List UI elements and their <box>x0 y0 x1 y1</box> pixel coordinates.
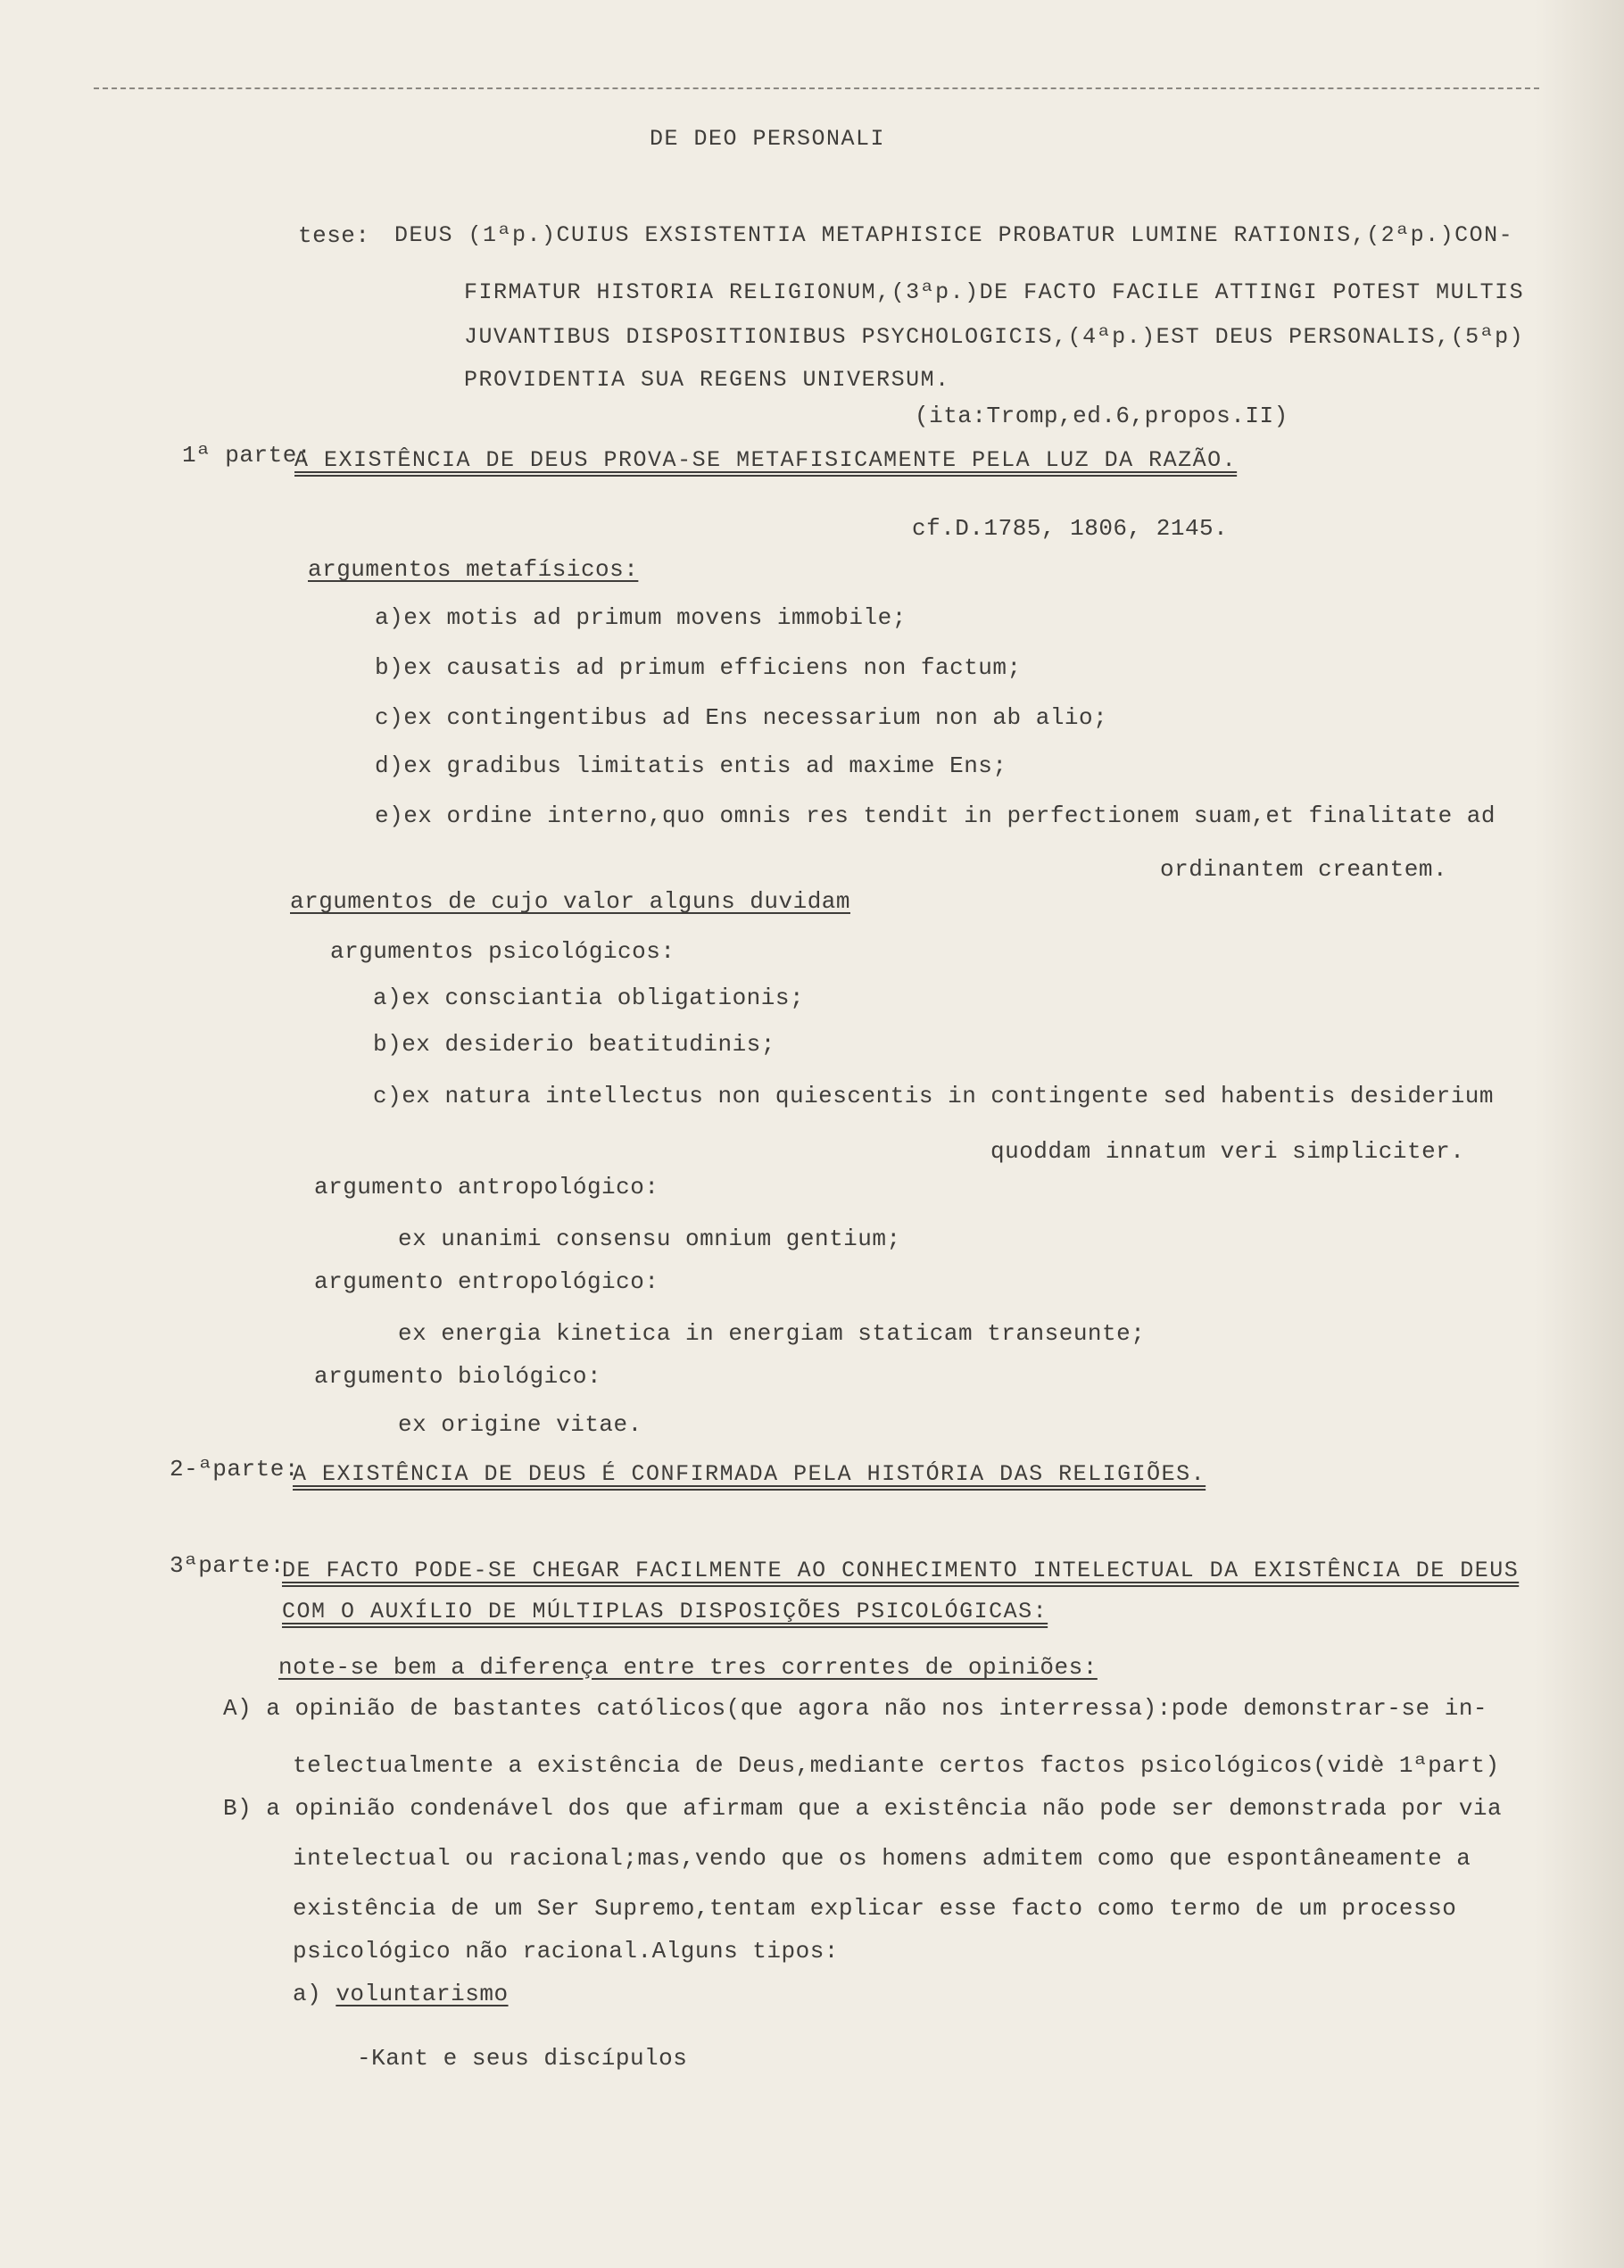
type-a-detail: -Kant e seus discípulos <box>357 2045 688 2072</box>
metaphysical-item-a: a)ex motis ad primum movens immobile; <box>375 604 907 631</box>
psychological-item-c: c)ex natura intellectus non quiescentis in contingente sed habentis desiderium <box>373 1083 1494 1109</box>
biological-item: ex origine vitae. <box>398 1411 642 1438</box>
part3-label: 3ªparte: <box>170 1552 285 1579</box>
thesis-line-3: JUVANTIBUS DISPOSITIONIBUS PSYCHOLOGICIS,(4ªp.)EST DEUS PERSONALIS,(5ªp) <box>464 324 1525 350</box>
opinion-b-line-3: existência de um Ser Supremo,tentam explicar esse facto como termo de um processo <box>293 1895 1457 1922</box>
opinion-b-line-2: intelectual ou racional;mas,vendo que os homens admitem como que espontâneamente a <box>293 1845 1471 1872</box>
entropological-heading: argumento entropológico: <box>314 1268 659 1295</box>
metaphysical-item-d: d)ex gradibus limitatis entis ad maxime Ens; <box>375 752 1007 779</box>
part1-heading: A EXISTÊNCIA DE DEUS PROVA-SE METAFISICAMENTE PELA LUZ DA RAZÃO. <box>294 447 1238 473</box>
opinion-a-line-1: A) a opinião de bastantes católicos(que agora não nos interressa):pode demonstrar-se in- <box>223 1695 1488 1722</box>
part1-reference: cf.D.1785, 1806, 2145. <box>912 515 1229 542</box>
metaphysical-item-e-continuation: ordinantem creantem. <box>1160 856 1448 883</box>
thesis-line-1: DEUS (1ªp.)CUIUS EXSISTENTIA METAPHISICE PROBATUR LUMINE RATIONIS,(2ªp.)CON- <box>394 222 1514 248</box>
type-a-line <box>293 1980 509 2008</box>
metaphysical-item-e: e)ex ordine interno,quo omnis res tendit in perfectionem suam,et finalitate ad <box>375 802 1496 829</box>
document-title: DE DEO PERSONALI <box>650 126 886 152</box>
opinion-a-line-2: telectualmente a existência de Deus,mediante certos factos psicológicos(vidè 1ªpart) <box>293 1752 1500 1779</box>
opinion-b-line-4: psicológico não racional.Alguns tipos: <box>293 1938 839 1965</box>
thesis-citation: (ita:Tromp,ed.6,propos.II) <box>915 403 1288 429</box>
biological-heading: argumento biológico: <box>314 1363 602 1390</box>
doubtful-heading: argumentos de cujo valor alguns duvidam <box>290 888 850 915</box>
type-a-label: voluntarismo <box>336 1981 509 2007</box>
part3-heading-line-2: COM O AUXÍLIO DE MÚLTIPLAS DISPOSIÇÕES PSICOLÓGICAS: <box>282 1599 1048 1624</box>
part1-label: 1ª parte: <box>182 442 311 469</box>
page-fold-shadow <box>1535 0 1624 2268</box>
type-a-prefix: a) <box>293 1981 322 2007</box>
thesis-label: tese: <box>298 222 370 249</box>
metaphysical-item-b: b)ex causatis ad primum efficiens non factum; <box>375 654 1022 681</box>
page-top-edge <box>94 87 1539 89</box>
thesis-line-2: FIRMATUR HISTORIA RELIGIONUM,(3ªp.)DE FACTO FACILE ATTINGI POTEST MULTIS <box>464 279 1525 305</box>
psychological-item-c-continuation: quoddam innatum veri simpliciter. <box>990 1138 1465 1165</box>
part2-heading: A EXISTÊNCIA DE DEUS É CONFIRMADA PELA HISTÓRIA DAS RELIGIÕES. <box>293 1461 1206 1487</box>
psychological-heading: argumentos psicológicos: <box>330 938 675 965</box>
psychological-item-b: b)ex desiderio beatitudinis; <box>373 1031 775 1058</box>
part3-heading-line-1: DE FACTO PODE-SE CHEGAR FACILMENTE AO CONHECIMENTO INTELECTUAL DA EXISTÊNCIA DE DEUS <box>282 1558 1520 1583</box>
psychological-item-a: a)ex consciantia obligationis; <box>373 984 805 1011</box>
thesis-line-4: PROVIDENTIA SUA REGENS UNIVERSUM. <box>464 367 950 393</box>
part2-label: 2-ªparte: <box>170 1456 299 1483</box>
anthropological-heading: argumento antropológico: <box>314 1174 659 1200</box>
entropological-item: ex energia kinetica in energiam staticam transeunte; <box>398 1320 1146 1347</box>
metaphysical-heading: argumentos metafísicos: <box>308 556 639 583</box>
metaphysical-item-c: c)ex contingentibus ad Ens necessarium non ab alio; <box>375 704 1108 731</box>
anthropological-item: ex unanimi consensu omnium gentium; <box>398 1225 901 1252</box>
opinion-b-line-1: B) a opinião condenável dos que afirmam que a existência não pode ser demonstrada por via <box>223 1795 1503 1822</box>
opinions-note: note-se bem a diferença entre tres correntes de opiniões: <box>278 1654 1098 1681</box>
